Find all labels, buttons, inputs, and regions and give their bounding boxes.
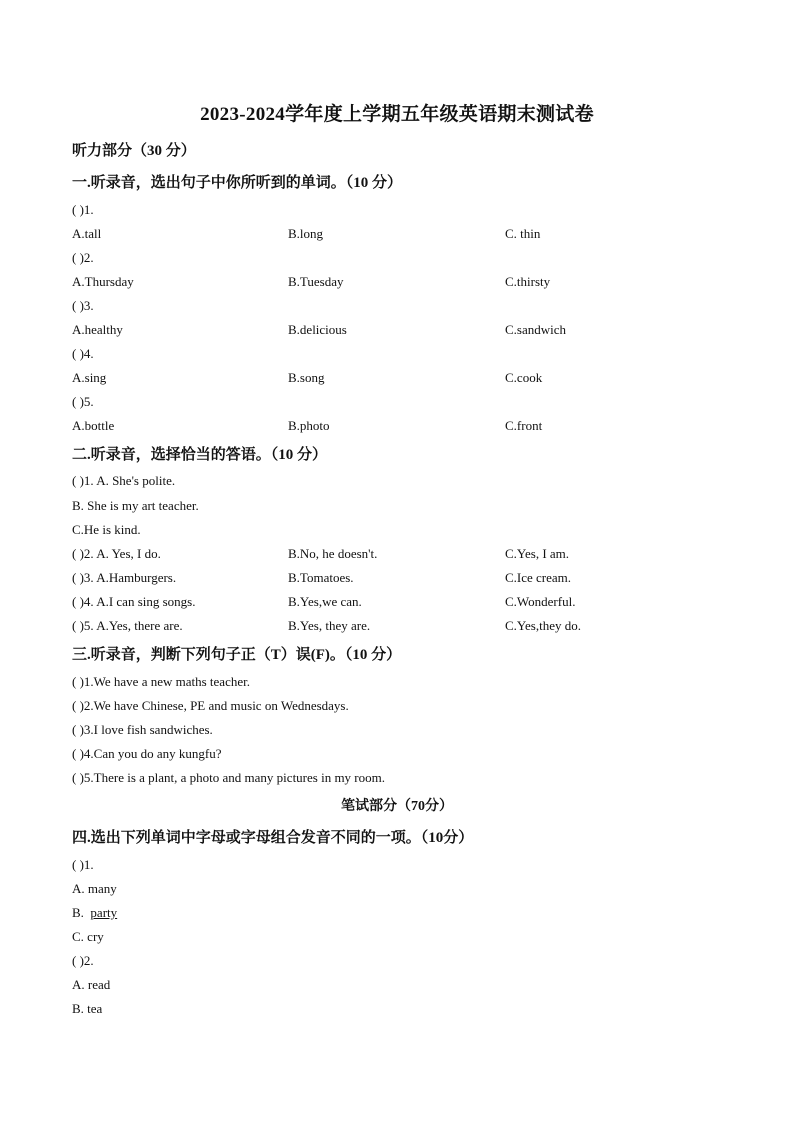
s2-q2-option-a: ( )2. A. Yes, I do. — [72, 546, 161, 561]
s4-q2-option-b: B. tea — [72, 1001, 103, 1016]
s1-q2-option-b: B.Tuesday — [288, 274, 344, 289]
section1-heading: 一.听录音，选出句子中你所听到的单词。（10 分） — [72, 175, 403, 191]
s1-q3-option-b: B.delicious — [288, 322, 347, 337]
s4-q1-option-b-word: party — [90, 905, 118, 920]
s1-q1-option-c: C. thin — [505, 226, 541, 241]
s1-q1-option-a: A.tall — [72, 226, 102, 241]
s1-q2-option-a: A.Thursday — [72, 274, 134, 289]
s3-item-2: ( )2.We have Chinese, PE and music on Wednesdays. — [72, 698, 349, 713]
s1-q4-option-c: C.cook — [505, 370, 543, 385]
writing-header: 笔试部分（70分） — [341, 799, 453, 814]
s1-q4-number: ( )4. — [72, 346, 94, 361]
s2-q5-option-a: ( )5. A.Yes, there are. — [72, 618, 183, 633]
s1-q5-option-c: C.front — [505, 418, 543, 433]
s2-q5-option-c: C.Yes,they do. — [505, 618, 581, 633]
s2-q1-option-c: C.He is kind. — [72, 522, 141, 537]
s3-item-1: ( )1.We have a new maths teacher. — [72, 674, 250, 689]
s2-q3-option-c: C.Ice cream. — [505, 570, 572, 585]
s1-q3-number: ( )3. — [72, 298, 94, 313]
s2-q1-option-a: ( )1. A. She's polite. — [72, 473, 176, 488]
section3-heading: 三.听录音，判断下列句子正（T）误(F)。（10 分） — [72, 647, 402, 663]
s1-q2-number: ( )2. — [72, 250, 94, 265]
s4-q1-option-b-prefix: B. — [72, 905, 91, 920]
s1-q5-number: ( )5. — [72, 394, 94, 409]
s1-q3-option-c: C.sandwich — [505, 322, 567, 337]
page-title: 2023-2024学年度上学期五年级英语期末测试卷 — [200, 104, 594, 125]
s1-q1-number: ( )1. — [72, 202, 94, 217]
s4-q1-option-a: A. many — [72, 881, 117, 896]
s2-q4-option-a: ( )4. A.I can sing songs. — [72, 594, 196, 609]
s4-q2-number: ( )2. — [72, 953, 94, 968]
s4-q1-option-b — [72, 905, 117, 921]
s2-q5-option-b: B.Yes, they are. — [288, 618, 371, 633]
s3-item-3: ( )3.I love fish sandwiches. — [72, 722, 213, 737]
s4-q1-option-c: C. cry — [72, 929, 104, 944]
s1-q4-option-a: A.sing — [72, 370, 107, 385]
s2-q4-option-b: B.Yes,we can. — [288, 594, 362, 609]
s3-item-4: ( )4.Can you do any kungfu? — [72, 746, 222, 761]
listening-header: 听力部分（30 分） — [72, 143, 196, 159]
s2-q2-option-b: B.No, he doesn't. — [288, 546, 378, 561]
s4-q1-number: ( )1. — [72, 857, 94, 872]
s1-q5-option-a: A.bottle — [72, 418, 115, 433]
s1-q3-option-a: A.healthy — [72, 322, 123, 337]
s2-q2-option-c: C.Yes, I am. — [505, 546, 570, 561]
s2-q1-option-b: B. She is my art teacher. — [72, 498, 199, 513]
s1-q5-option-b: B.photo — [288, 418, 330, 433]
s1-q4-option-b: B.song — [288, 370, 325, 385]
section2-heading: 二.听录音，选择恰当的答语。（10 分） — [72, 447, 328, 463]
s1-q1-option-b: B.long — [288, 226, 324, 241]
s2-q4-option-c: C.Wonderful. — [505, 594, 576, 609]
s2-q3-option-b: B.Tomatoes. — [288, 570, 354, 585]
s4-q2-option-a: A. read — [72, 977, 111, 992]
s3-item-5: ( )5.There is a plant, a photo and many pictures in my room. — [72, 770, 386, 785]
s1-q2-option-c: C.thirsty — [505, 274, 551, 289]
s2-q3-option-a: ( )3. A.Hamburgers. — [72, 570, 177, 585]
section4-heading: 四.选出下列单词中字母或字母组合发音不同的一项。（10分） — [72, 830, 474, 846]
